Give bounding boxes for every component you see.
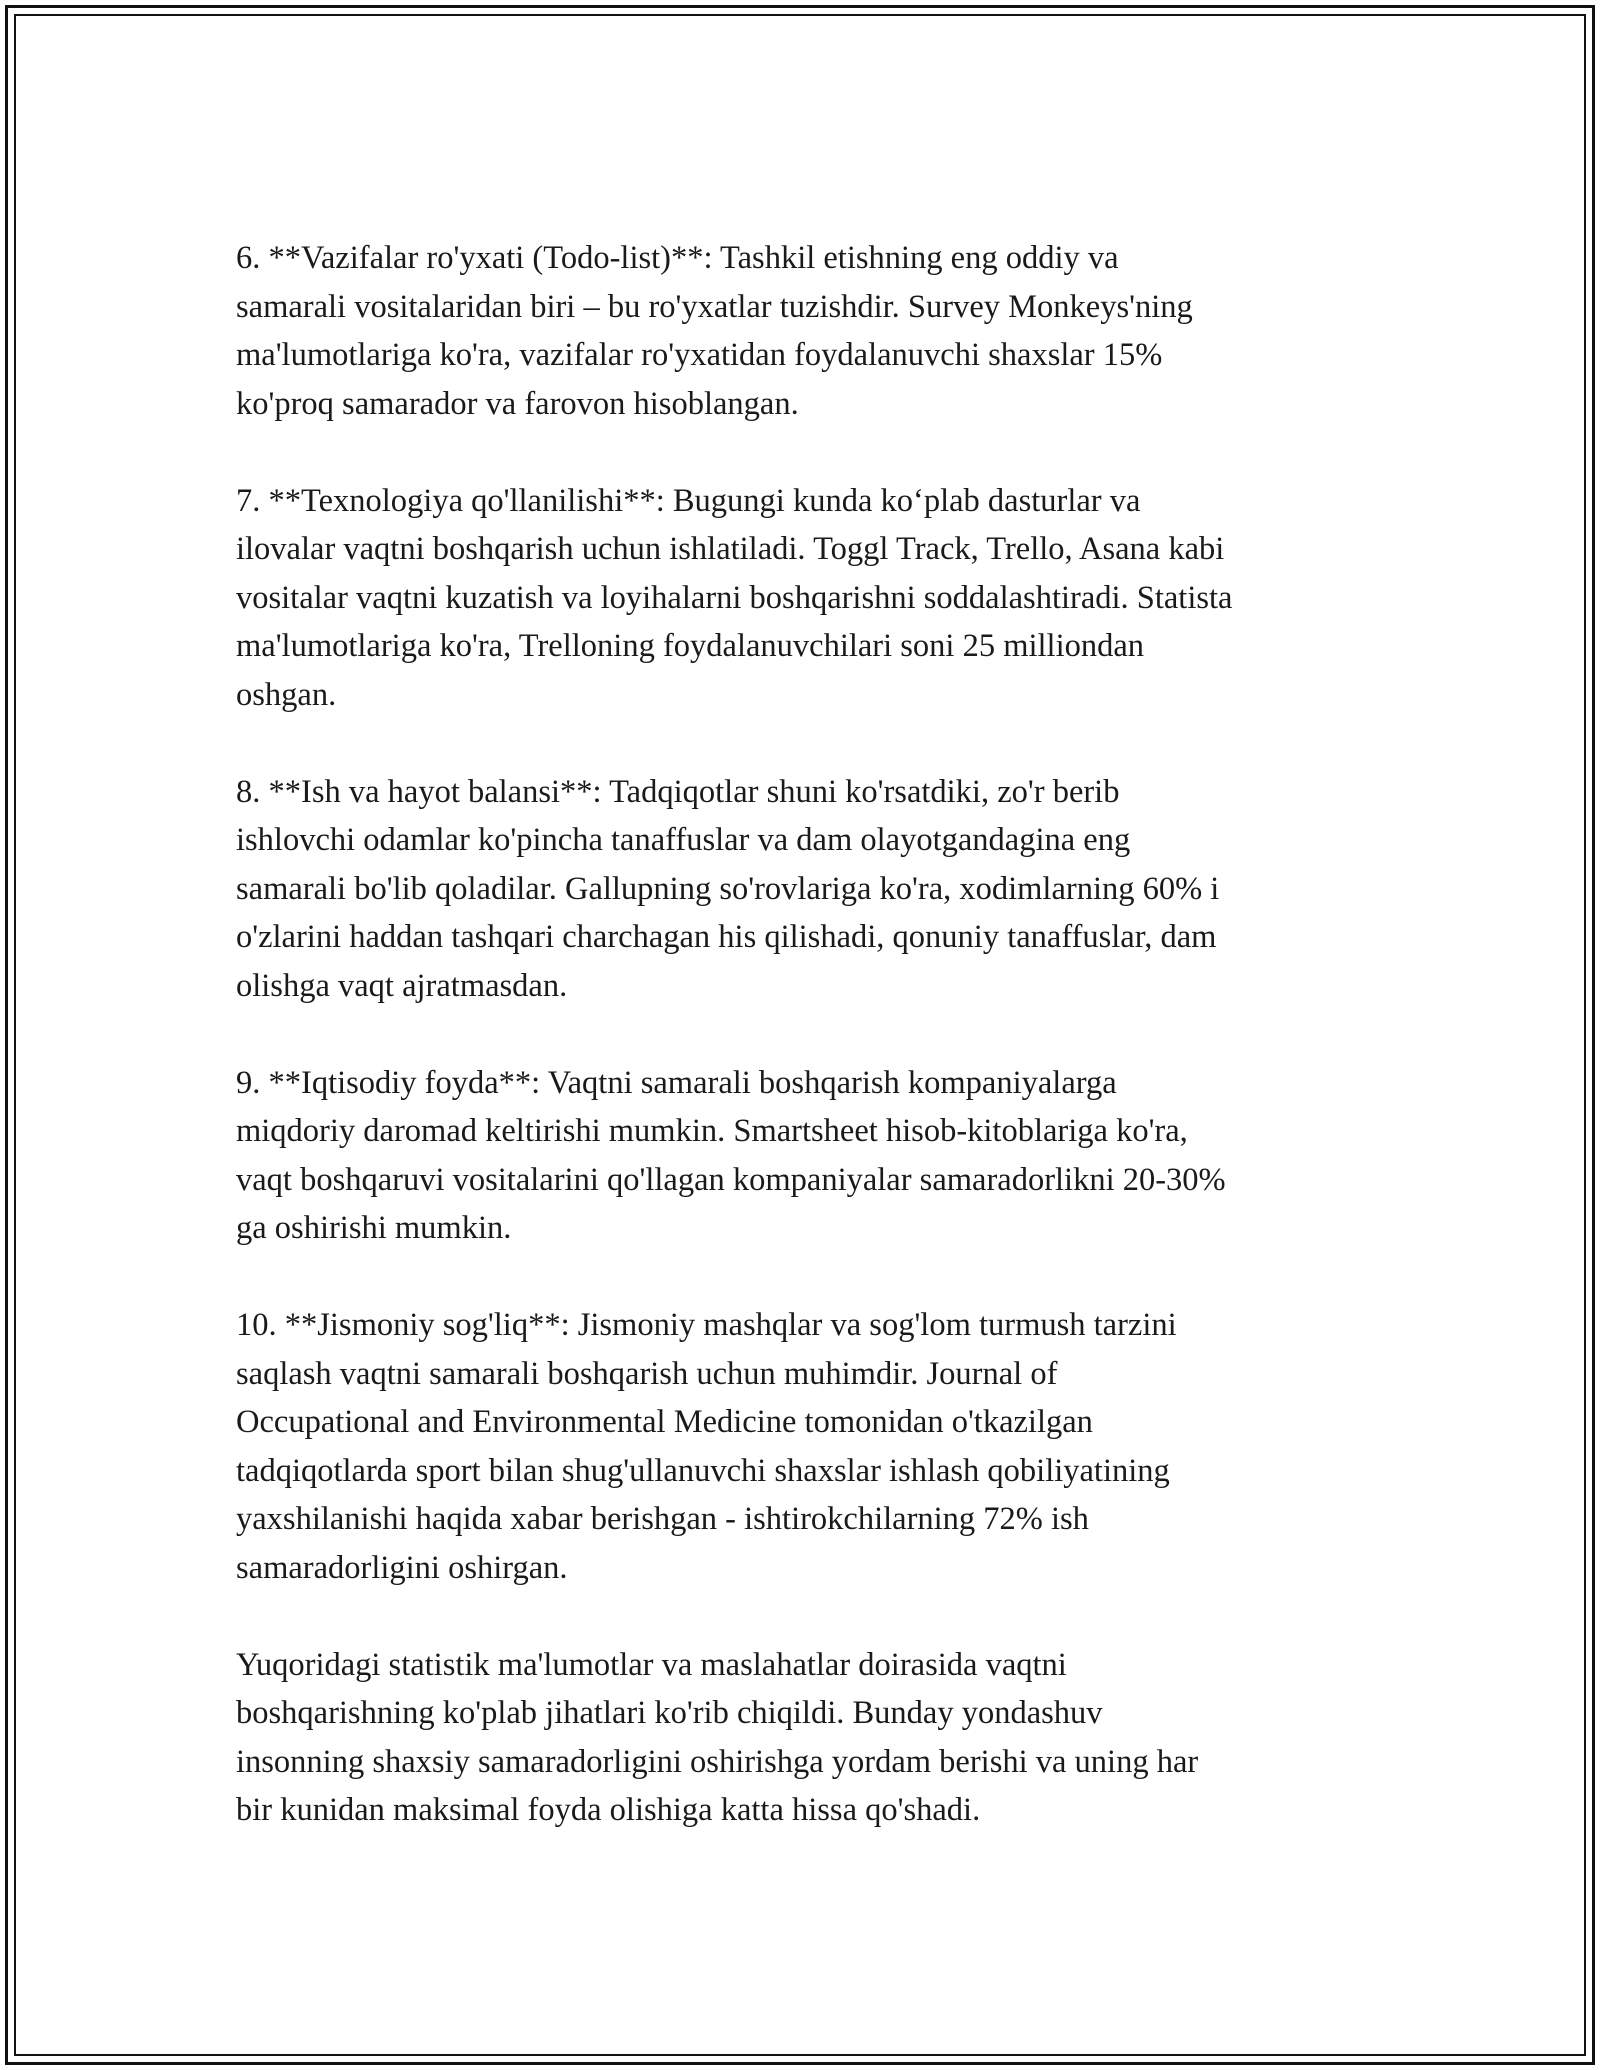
paragraph-item-10: 10. **Jismoniy sog'liq**: Jismoniy mashqlar va sog'lom turmush tarzini saqlash vaqtni samarali boshqarish uchun muhimdir. Journal of Occupational and Environmental Medicine tomonidan o'tkazilgan tadqiqotlarda sport bilan shug'ullanuvchi shaxslar ishlash qobiliyatining yaxshilanishi haqida xabar berishgan - ishtirokchilarning 72% ish samaradorligini oshirgan. [236, 1307, 1177, 1586]
paragraph-conclusion: Yuqoridagi statistik ma'lumotlar va maslahatlar doirasida vaqtni boshqarishning ko'plab jihatlari ko'rib chiqildi. Bunday yondashuv insonning shaxsiy samaradorligini oshirishga yordam berishi va uning har bir kunidan maksimal foyda olishiga katta hissa qo'shadi. [236, 1646, 1199, 1828]
paragraph-item-6: 6. **Vazifalar ro'yxati (Todo-list)**: Tashkil etishning eng oddiy va samarali vositalaridan biri – bu ro'yxatlar tuzishdir. Survey Monkeys'ning ma'lumotlariga ko'ra, vazifalar ro'yxatidan foydalanuvchi shaxslar 15% ko'proq samarador va farovon hisoblangan. [236, 240, 1193, 422]
document-body [236, 234, 1376, 1883]
paragraph-item-8: 8. **Ish va hayot balansi**: Tadqiqotlar shuni ko'rsatdiki, zo'r berib ishlovchi odamlar ko'pincha tanaffuslar va dam olayotgandagina eng samarali bo'lib qoladilar. Gallupning so'rovlariga ko'ra, xodimlarning 60% i o'zlarini haddan tashqari charchagan his qilishadi, qonuniy tanaffuslar, dam olishga vaqt ajratmasdan. [236, 773, 1220, 1004]
paragraph-item-7: 7. **Texnologiya qo'llanilishi**: Bugungi kunda koʻplab dasturlar va ilovalar vaqtni boshqarish uchun ishlatiladi. Toggl Track, Trello, Asana kabi vositalar vaqtni kuzatish va loyihalarni boshqarishni soddalashtiradi. Statista ma'lumotlariga ko'ra, Trelloning foydalanuvchilari soni 25 milliondan oshgan. [236, 482, 1233, 713]
paragraph-item-9: 9. **Iqtisodiy foyda**: Vaqtni samarali boshqarish kompaniyalarga miqdoriy daromad keltirishi mumkin. Smartsheet hisob-kitoblariga ko'ra, vaqt boshqaruvi vositalarini qo'llagan kompaniyalar samaradorlikni 20-30% ga oshirishi mumkin. [236, 1064, 1226, 1246]
